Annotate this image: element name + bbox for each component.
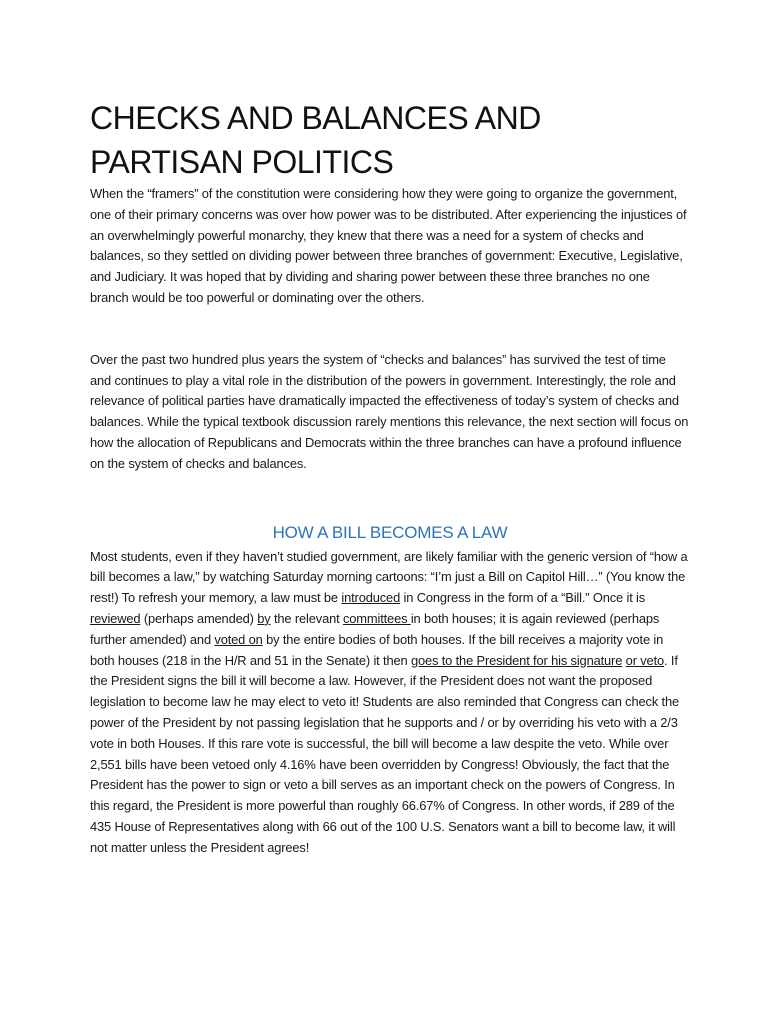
intro-paragraph-2: Over the past two hundred plus years the system of “checks and balances” has survived the test of time and continues to play a vital role in the distribution of the powers in government. Interestingly, the role and relevance of political parties have dramatically impacted the effectiveness of today’s system of checks and balances. While the typical textbook discussion rarely mentions this relevance, the next section will focus on how the allocation of Republicans and Democrats within the three branches can have a profound influence on the system of checks and balances. [90, 351, 689, 471]
underlined-term-by: by [257, 610, 271, 626]
underlined-term-or-veto: or veto [625, 652, 665, 668]
bill-paragraph [90, 547, 690, 859]
bill-text-segment: in both houses; it is again reviewed (perhaps further amended) and [90, 610, 660, 647]
section-heading: HOW A BILL BECOMES A LAW [272, 522, 508, 542]
underlined-term-introduced: introduced [341, 590, 401, 606]
bill-text-segment: by the entire bodies of both houses. If the bill receives a majority vote in both houses (218 in the H/R and 51 in the Senate) it then [90, 631, 664, 668]
bill-text-segment: . If the President signs the bill it will become a law. However, if the President does not want the proposed legislation to become law he may elect to veto it! Students are also reminded that Congress can check the power of the President by not passing legislation that he supports and / or by overriding his veto with a 2/3 vote in both Houses. If this rare vote is successful, the bill will become a law despite the veto. While over 2,551 bills have been vetoed only 4.16% have been overridden by Congress! Obviously, the fact that the President has the power to sign or veto a bill serves as an important check on the powers of Congress. In this regard, the President is more powerful than roughly 66.67% of Congress. In other words, if 289 of the 435 House of Representatives along with 66 out of the 100 U.S. Senators want a bill to become law, it will not matter unless the President agrees! [90, 652, 680, 855]
underlined-term-committees: committees [342, 610, 411, 626]
intro-paragraph-1: When the “framers” of the constitution were considering how they were going to organize the government, one of their primary concerns was over how power was to be distributed. After experiencing the injustices of an overwhelmingly powerful monarchy, they knew that there was a need for a system of checks and balances, so they settled on dividing power between three branches of government: Executive, Legislative, and Judiciary. It was hoped that by dividing and sharing power between these three branches no one branch would be too powerful or dominating over the others. [90, 186, 687, 305]
underlined-term-reviewed: reviewed [90, 610, 141, 626]
bill-text-segment: Most students, even if they haven’t studied government, are likely familiar with the generic version of “how a bill becomes a law,” by watching Saturday morning cartoons: “I’m just a Bill on Capitol Hill…” (You know the rest!) To refresh your memory, a law must be [90, 548, 688, 606]
bill-text-segment: (perhaps amended) [140, 610, 258, 626]
underlined-term-voted-on: voted on [214, 631, 263, 647]
document-page [90, 0, 690, 859]
bill-text-segment: the relevant [270, 610, 343, 626]
bill-text-segment: in Congress in the form of a “Bill.” Once it is [400, 590, 646, 606]
document-title: CHECKS AND BALANCES AND PARTISAN POLITICS [90, 100, 541, 180]
underlined-term-president-signature: goes to the President for his signature [410, 652, 623, 668]
